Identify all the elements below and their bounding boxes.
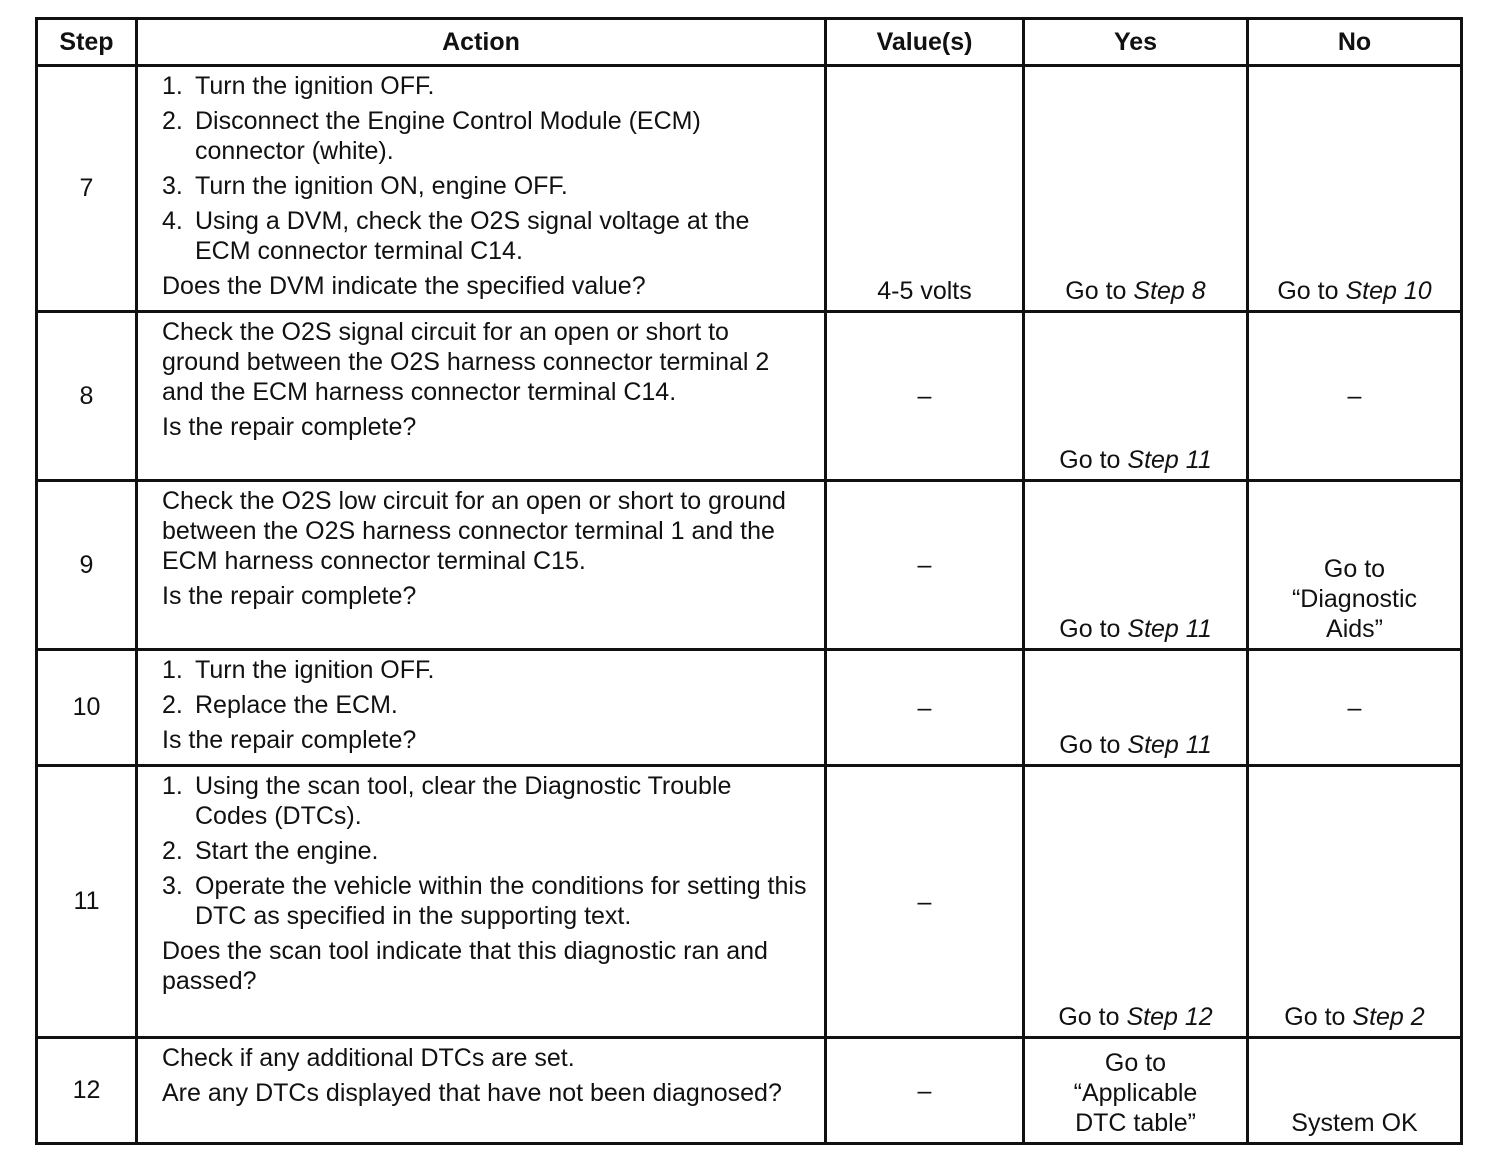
action-item: 2. Start the engine. [162,837,379,865]
value-cell: – [826,650,1024,766]
yes-cell: Go to Step 11 [1024,481,1248,650]
action-list [162,771,808,931]
step-ref: Step 2 [1352,1003,1425,1031]
no-cell: System OK [1248,1038,1462,1144]
step-ref: Step 12 [1126,1003,1213,1031]
action-text: Check if any additional DTCs are set. [162,1044,575,1072]
step-ref: Step 11 [1127,731,1212,759]
value-cell: – [826,481,1024,650]
action-item: 3. Turn the ignition ON, engine OFF. [162,172,568,200]
action-question: Does the scan tool indicate that this diagnostic ran and passed? [162,937,768,995]
header-step: Step [37,19,137,66]
action-cell [137,481,826,650]
step-number: 7 [37,66,137,312]
action-list [162,71,808,266]
action-item: 2. Disconnect the Engine Control Module (ECM) connector (white). [162,107,701,165]
yes-cell: Go to Step 11 [1024,650,1248,766]
action-cell [137,766,826,1038]
table-row [37,481,1462,650]
action-list [162,655,808,720]
action-item: 1. Turn the ignition OFF. [162,72,435,100]
yes-cell: Go to “Applicable DTC table” [1024,1038,1248,1144]
action-question: Is the repair complete? [162,726,417,754]
action-text: Check the O2S signal circuit for an open or short to ground between the O2S harness connector terminal 2 and the ECM harness connector terminal C14. [162,318,770,406]
step-number: 12 [37,1038,137,1144]
action-cell [137,66,826,312]
header-yes: Yes [1024,19,1248,66]
no-cell: Go to Step 2 [1248,766,1462,1038]
value-cell: – [826,312,1024,481]
action-item: 1. Turn the ignition OFF. [162,656,435,684]
header-row [37,19,1462,66]
no-cell: – [1248,312,1462,481]
action-item: 1. Using the scan tool, clear the Diagnostic Trouble Codes (DTCs). [162,772,732,830]
action-text: Check the O2S low circuit for an open or short to ground between the O2S harness connector terminal 1 and the ECM harness connector terminal C15. [162,487,786,575]
step-number: 11 [37,766,137,1038]
action-cell [137,312,826,481]
step-number: 10 [37,650,137,766]
action-cell [137,650,826,766]
no-cell: – [1248,650,1462,766]
step-ref: Step 8 [1133,277,1206,305]
yes-cell: Go to Step 12 [1024,766,1248,1038]
value-cell: 4-5 volts [826,66,1024,312]
table-row [37,1038,1462,1144]
action-item: 2. Replace the ECM. [162,691,398,719]
action-question: Are any DTCs displayed that have not been diagnosed? [162,1079,782,1107]
action-question: Does the DVM indicate the specified value? [162,272,646,300]
value-cell: – [826,766,1024,1038]
action-item: 4. Using a DVM, check the O2S signal voltage at the ECM connector terminal C14. [162,207,750,265]
action-question: Is the repair complete? [162,413,417,441]
step-number: 9 [37,481,137,650]
no-cell: Go to Step 10 [1248,66,1462,312]
action-item: 3. Operate the vehicle within the conditions for setting this DTC as specified in the supporting text. [162,872,807,930]
step-ref: Step 10 [1345,277,1432,305]
header-values: Value(s) [826,19,1024,66]
table-row [37,66,1462,312]
step-ref: Step 11 [1127,615,1212,643]
header-no: No [1248,19,1462,66]
no-cell: Go to “Diagnostic Aids” [1248,481,1462,650]
table-row [37,766,1462,1038]
yes-cell: Go to Step 8 [1024,66,1248,312]
action-question: Is the repair complete? [162,582,417,610]
yes-cell: Go to Step 11 [1024,312,1248,481]
table-row [37,650,1462,766]
action-cell [137,1038,826,1144]
header-action: Action [137,19,826,66]
value-cell: – [826,1038,1024,1144]
step-ref: Step 11 [1127,446,1212,474]
step-number: 8 [37,312,137,481]
table-row [37,312,1462,481]
diagnostic-table [35,17,1463,1145]
